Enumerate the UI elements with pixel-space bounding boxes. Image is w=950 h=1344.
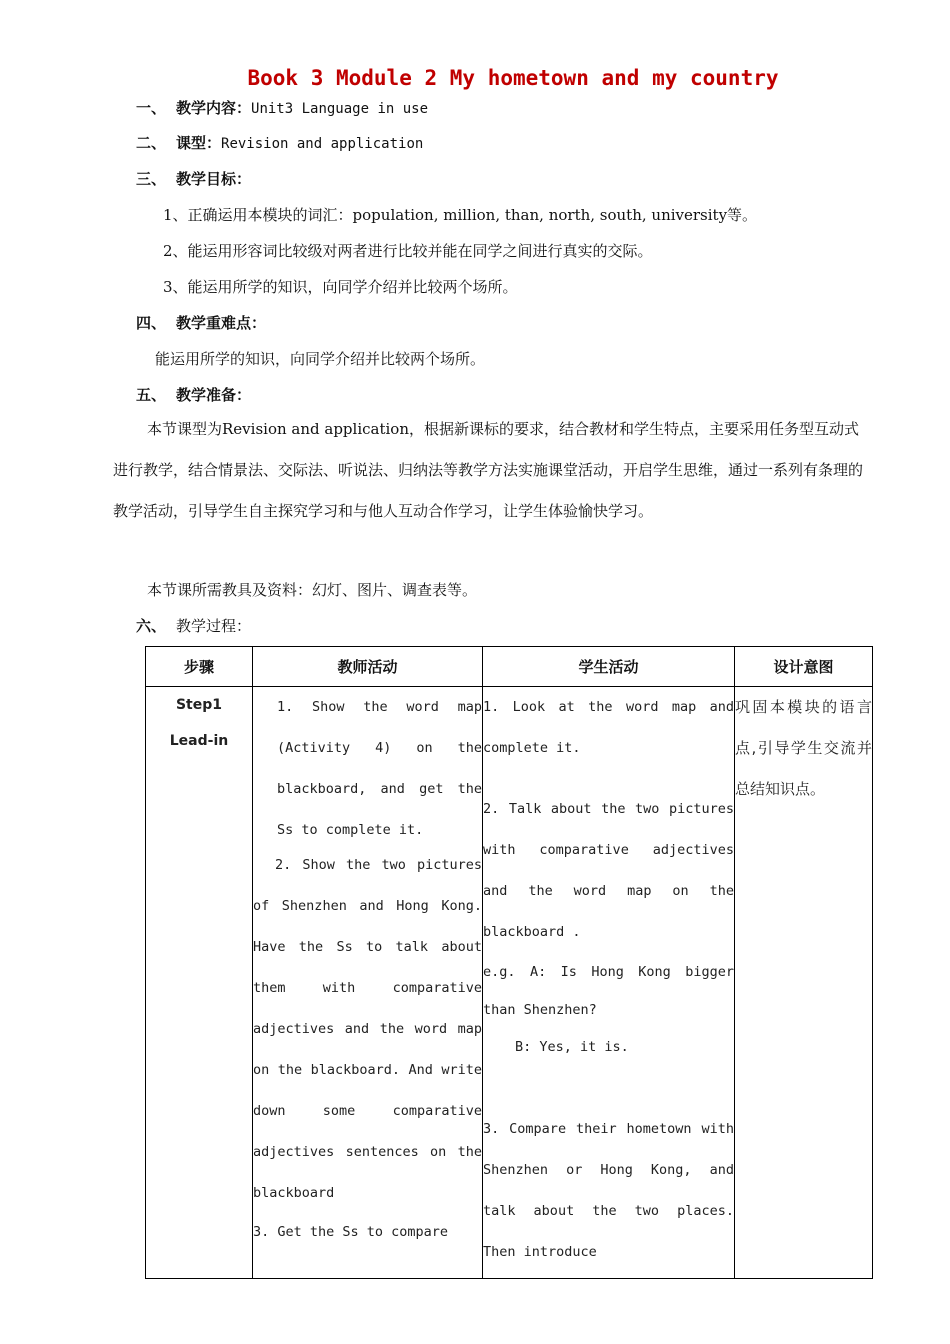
student-activity-2: 2. Talk about the two pictures with comparative adjectives and the word map on the blackboard . [483, 801, 734, 940]
objective-item: 2、能运用形容词比较级对两者进行比较并能在同学之间进行真实的交际。 [163, 242, 653, 260]
header-intent: 设计意图 [735, 647, 873, 687]
section-3-label: 教学目标： [176, 170, 252, 188]
section-6 [136, 615, 251, 636]
section-2-label: 课型： [176, 134, 222, 152]
student-activity-1: 1. Look at the word map and complete it. [483, 699, 734, 756]
section-2-value: Revision and application [221, 136, 424, 152]
section-6-label: 教学过程： [176, 617, 252, 635]
section-5-number: 五、 [136, 386, 167, 404]
teacher-activity-2: 2. Show the two pictures of Shenzhen and Hong Kong. Have the Ss to talk about them with comparative adjectives and the word map on the blackboard. And write down some comparative adjectives sentences on the blackboard [253, 857, 482, 1201]
section-2-number: 二、 [136, 134, 167, 152]
header-step: 步骤 [146, 647, 253, 687]
section-2 [136, 132, 423, 153]
teacher-activity-1: 1. Show the word map (Activity 4) on the blackboard, and get the Ss to complete it. [277, 699, 482, 838]
step-cell [146, 687, 253, 1279]
step-name: Lead-in [169, 733, 229, 749]
section-5-label: 教学准备： [176, 386, 252, 404]
section-5 [136, 384, 251, 405]
section-1-number: 一、 [136, 99, 167, 117]
section-3 [136, 168, 251, 189]
student-activity-3: 3. Compare their hometown with Shenzhen or Hong Kong, and talk about the two places. Then introduce [483, 1121, 734, 1260]
header-student: 学生活动 [483, 647, 735, 687]
step-number: Step1 [175, 697, 223, 713]
teacher-activity-cell [253, 687, 483, 1279]
header-teacher: 教师活动 [253, 647, 483, 687]
section-4-label: 教学重难点： [176, 314, 267, 332]
student-activity-cell [483, 687, 735, 1279]
process-table [145, 646, 873, 1279]
section-4-value: 能运用所学的知识，向同学介绍并比较两个场所。 [155, 350, 486, 368]
section-1-label: 教学内容： [176, 99, 252, 117]
section-3-number: 三、 [136, 170, 167, 188]
design-intent-cell: 巩固本模块的语言点,引导学生交流并总结知识点。 [735, 687, 873, 1279]
preparation-paragraph: 本节课型为Revision and application，根据新课标的要求，结合教材和学生特点，主要采用任务型互动式进行教学，结合情景法、交际法、听说法、归纳法等教学方法实施课堂活动，开启学生思维，通过一系列有条理的教学活动，引导学生自主探究学习和与他人互动合作学习，让学生体验愉快学习。 [113, 420, 864, 520]
teacher-activity-3: 3. Get the Ss to compare [253, 1224, 449, 1240]
student-example-b: B: Yes, it is. [515, 1039, 629, 1055]
page-title: Book 3 Module 2 My hometown and my country [247, 66, 779, 90]
section-6-number: 六、 [136, 617, 167, 635]
table-header-row [146, 647, 873, 687]
materials-paragraph: 本节课所需教具及资料：幻灯、图片、调查表等。 [147, 581, 478, 599]
objective-item: 3、能运用所学的知识，向同学介绍并比较两个场所。 [163, 278, 518, 296]
section-4-number: 四、 [136, 314, 167, 332]
student-example-a: e.g. A: Is Hong Kong bigger than Shenzhen? [483, 964, 734, 1018]
table-row [146, 687, 873, 1279]
section-1 [136, 97, 428, 118]
objective-item: 1、正确运用本模块的词汇：population, million, than, north, south, university等。 [163, 206, 758, 224]
section-4 [136, 312, 266, 333]
section-1-value: Unit3 Language in use [251, 101, 429, 117]
